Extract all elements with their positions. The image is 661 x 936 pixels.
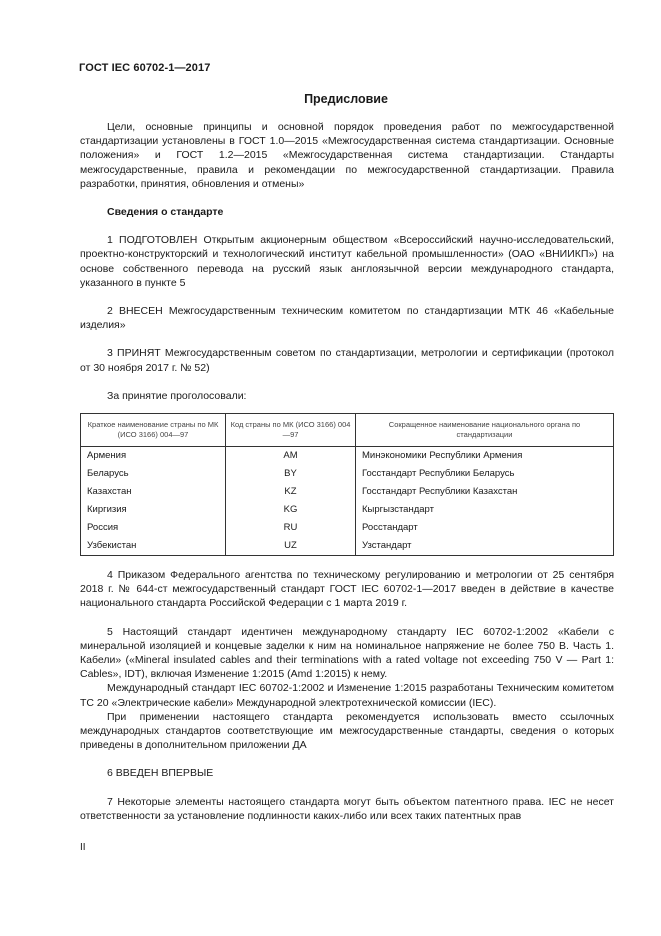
- item-introduced: 2 ВНЕСЕН Межгосударственным техническим комитетом по стандартизации МТК 46 «Кабельные изделия»: [80, 305, 614, 332]
- item-usage: При применении настоящего стандарта рекомендуется использовать вместо ссылочных международных стандартов соответствующие им межгосударственные стандарты, сведения о которых приведены в дополнительном приложении ДА: [80, 710, 614, 752]
- country-name: Россия: [81, 519, 226, 537]
- country-name: Беларусь: [81, 465, 226, 483]
- country-name: Казахстан: [81, 483, 226, 501]
- item-identical: 5 Настоящий стандарт идентичен международному стандарту IEC 60702-1:2002 «Кабели с минеральной изоляцией и концевые заделки к ним на номинальное напряжение не более 750 В. Часть 1. Кабели» («Mineral insulated cables and their terminations with a rated voltage not exceeding 750 V — Part 1: Cables», IDT), включая Изменение 1:2015 (Amd 1:2015) к нему.: [80, 625, 614, 681]
- country-name: Узбекистан: [81, 537, 226, 556]
- voting-states-table: [80, 413, 614, 556]
- country-code: UZ: [226, 537, 356, 556]
- item-prepared: 1 ПОДГОТОВЛЕН Открытым акционерным обществом «Всероссийский научно-исследовательский, проектно-конструкторский и технологический институт кабельной промышленности» (ОАО «ВНИИКП») на основе собственного перевода на русский язык англоязычной версии международного стандарта, указанного в пункте 5: [80, 234, 614, 289]
- table-row: [81, 483, 614, 501]
- item-developed: Международный стандарт IEC 60702-1:2002 и Изменение 1:2015 разработаны Техническим комитетом ТС 20 «Электрические кабели» Международной электротехнической комиссии (IEC).: [80, 682, 614, 709]
- standards-body: Кыргызстандарт: [356, 501, 614, 519]
- preface-body: [80, 120, 614, 823]
- table-row: [81, 537, 614, 556]
- table-row: [81, 501, 614, 519]
- table-row: [81, 519, 614, 537]
- standards-body: Госстандарт Республики Казахстан: [356, 483, 614, 501]
- item-adopted: 3 ПРИНЯТ Межгосударственным советом по стандартизации, метрологии и сертификации (протокол от 30 ноября 2017 г. № 52): [80, 347, 614, 374]
- country-code: AM: [226, 447, 356, 466]
- country-code: RU: [226, 519, 356, 537]
- country-name: Армения: [81, 447, 226, 466]
- item-patent: 7 Некоторые элементы настоящего стандарта могут быть объектом патентного права. IEC не несет ответственности за установление подлинности каких-либо или всех таких патентных прав: [80, 795, 614, 822]
- info-heading: Сведения о стандарте: [107, 206, 224, 219]
- country-name: Киргизия: [81, 501, 226, 519]
- header-country-name: Краткое наименование страны по МК (ИСО 3166) 004—97: [81, 414, 226, 447]
- standards-body: Узстандарт: [356, 537, 614, 556]
- page-number: II: [80, 842, 86, 853]
- header-standards-body: Сокращенное наименование национального органа по стандартизации: [356, 414, 614, 447]
- country-code: KZ: [226, 483, 356, 501]
- country-code: BY: [226, 465, 356, 483]
- standards-body: Минэкономики Республики Армения: [356, 447, 614, 466]
- item-order: 4 Приказом Федерального агентства по техническому регулированию и метрологии от 25 сентября 2018 г. № 644-ст межгосударственный стандарт ГОСТ IEC 60702-1—2017 введен в действие в качестве национального стандарта Российской Федерации с 1 марта 2019 г.: [80, 569, 614, 610]
- page-title: Предисловие: [304, 92, 388, 106]
- item-first: 6 ВВЕДЕН ВПЕРВЫЕ: [107, 767, 214, 780]
- header-country-code: Код страны по МК (ИСО 3166) 004—97: [226, 414, 356, 447]
- intro-paragraph: Цели, основные принципы и основной порядок проведения работ по межгосударственной стандартизации установлены в ГОСТ 1.0—2015 «Межгосударственная система стандартизации. Основные положения» и ГОСТ 1.2—2015 «Межгосударственная система стандартизации. Стандарты межгосударственные, правила и рекомендации по межгосударственной стандартизации. Правила разработки, принятия, обновления и отмены»: [80, 121, 614, 190]
- voted-label: За принятие проголосовали:: [107, 389, 247, 402]
- table-row: [81, 447, 614, 466]
- country-code: KG: [226, 501, 356, 519]
- standards-body: Госстандарт Республики Беларусь: [356, 465, 614, 483]
- document-code-header: ГОСТ IEC 60702-1—2017: [79, 62, 211, 74]
- table-row: [81, 465, 614, 483]
- table-header-row: [81, 414, 614, 447]
- standards-body: Росстандарт: [356, 519, 614, 537]
